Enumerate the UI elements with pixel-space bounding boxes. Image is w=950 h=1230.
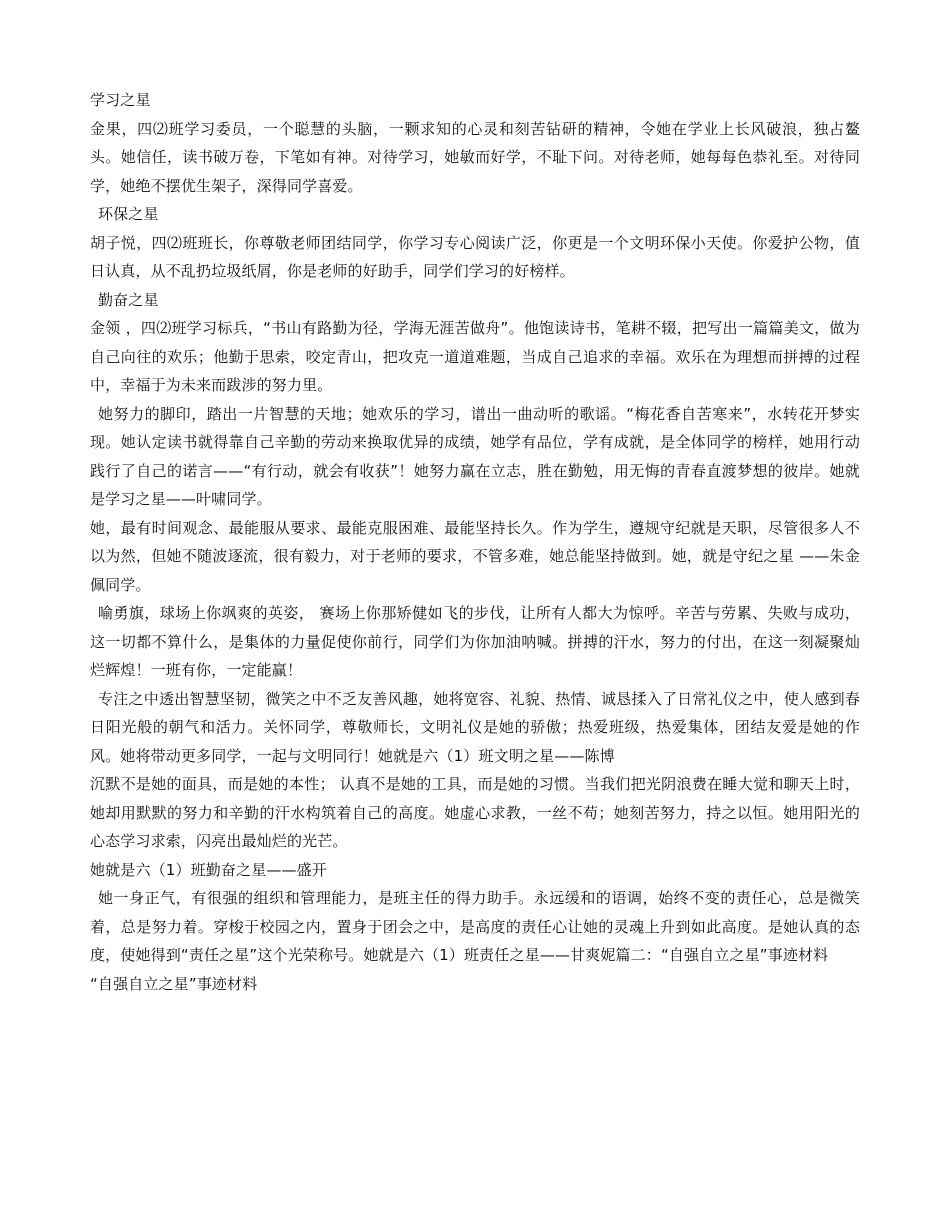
paragraph-zhujinpei: 她，最有时间观念、最能服从要求、最能克服困难、最能坚持长久。作为学生，遵规守纪就是天职，尽管很多人不以为然，但她不随波逐流，很有毅力，对于老师的要求，不管多难，她总能坚持做到。她，就是守纪之星 ——朱金佩同学。 — [90, 518, 860, 594]
paragraph-chenbo: 专注之中透出智慧坚韧，微笑之中不乏友善风趣，她将宽容、礼貌、热情、诚恳揉入了日常礼仪之中，使人感到春日阳光般的朝气和活力。关怀同学，尊敬师长，文明礼仪是她的骄傲；热爱班级，热爱集体，团结友爱是她的作风。她将带动更多同学，一起与文明同行！她就是六（1）班文明之星——陈博 — [90, 689, 860, 765]
section-heading-diligence-star: 勤奋之星 — [98, 290, 159, 309]
paragraph-ganshuangni: 她一身正气，有很强的组织和管理能力，是班主任的得力助手。永远缓和的语调，始终不变的责任心，总是微笑着，总是努力着。穿梭于校园之内，置身于团会之中，是高度的责任心让她的灵魂上升到如此高度。是她认真的态度，使她得到“责任之星”这个光荣称号。她就是六（1）班责任之星——甘爽妮篇二：“自强自立之星”事迹材料 — [90, 889, 860, 964]
paragraph-shengkai: 沉默不是她的面具，而是她的本性； 认真不是她的工具，而是她的习惯。当我们把光阴浪费在睡大觉和聊天上时，她却用默默的努力和辛勤的汗水构筑着自己的高度。她虚心求教，一丝不苟；她刻苦努力，持之以恒。她用阳光的心态学习求索，闪亮出最灿烂的光芒。 — [90, 775, 860, 850]
paragraph-jinguo: 金果，四⑵班学习委员，一个聪慧的头脑，一颗求知的心灵和刻苦钻研的精神，令她在学业上长风破浪，独占鳌头。她信任，读书破万卷，下笔如有神。对待学习，她敏而好学，不耻下问。对待老师，她每每色恭礼至。对待同学，她绝不摆优生架子，深得同学喜爱。 — [90, 119, 860, 195]
document-body — [90, 86, 860, 998]
paragraph-yexiao: 她努力的脚印，踏出一片智慧的天地；她欢乐的学习，谱出一曲动听的歌谣。“梅花香自苦寒来”，水转花开梦实现。她认定读书就得靠自己辛勤的劳动来换取优异的成绩，她学有品位，学有成就，是全体同学的榜样，她用行动践行了自己的诺言——“有行动，就会有收获”！她努力赢在立志，胜在勤勉，用无悔的青春直渡梦想的彼岸。她就是学习之星——叶啸同学。 — [90, 404, 860, 508]
paragraph-huziyue: 胡子悦，四⑵班班长，你尊敬老师团结同学，你学习专心阅读广泛，你更是一个文明环保小天使。你爱护公物，值日认真，从不乱扔垃圾纸屑，你是老师的好助手，同学们学习的好榜样。 — [90, 233, 860, 280]
section-heading-study-star: 学习之星 — [90, 91, 151, 109]
paragraph-jinling: 金领 ，四⑵班学习标兵，“书山有路勤为径，学海无涯苦做舟”。他饱读诗书，笔耕不辍，把写出一篇篇美文，做为自己向往的欢乐；他勤于思索，咬定青山，把攻克一道道难题，当成自己追求的幸福。欢乐在为理想而拼搏的过程中，幸福于为未来而跋涉的努力里。 — [90, 319, 860, 394]
paragraph-shengkai-title: 她就是六（1）班勤奋之星——盛开 — [90, 860, 327, 879]
section-heading-eco-star: 环保之星 — [98, 205, 159, 223]
paragraph-yuyongqi: 喻勇旗，球场上你飒爽的英姿， 赛场上你那矫健如飞的步伐，让所有人都大为惊呼。辛苦与劳累、失败与成功，这一切都不算什么，是集体的力量促使你前行，同学们为你加油呐喊。拼搏的汗水，努力的付出，在这一刻凝聚灿烂辉煌！一班有你，一定能赢！ — [90, 604, 860, 679]
section-heading-self-reliance: “自强自立之星”事迹材料 — [90, 974, 258, 993]
